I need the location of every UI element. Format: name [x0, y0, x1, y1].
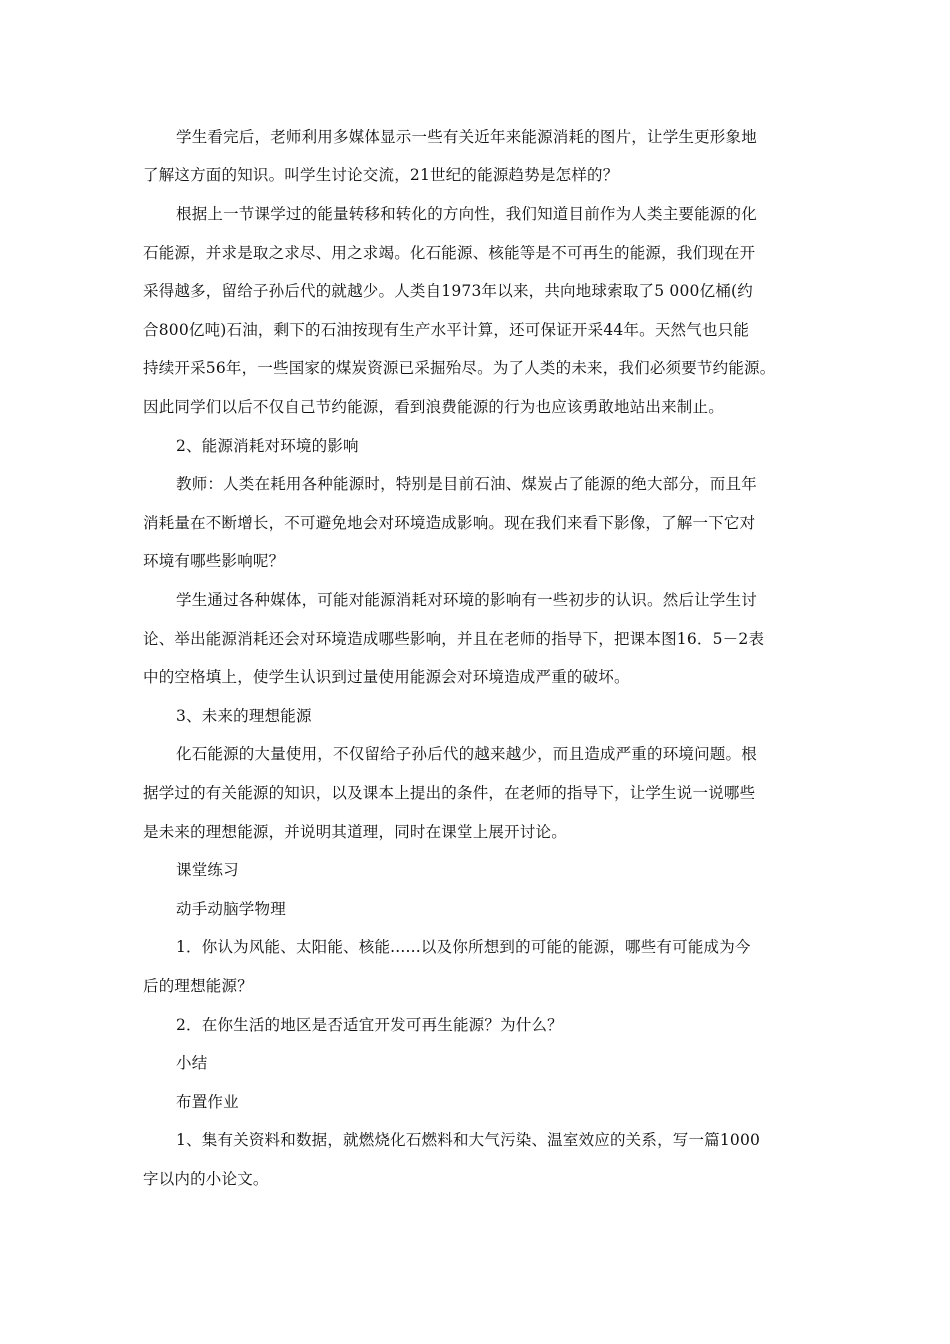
section-heading: 2、能源消耗对环境的影响 [176, 437, 359, 455]
paragraph-line: 因此同学们以后不仅自己节约能源，看到浪费能源的行为也应该勇敢地站出来制止。 [143, 398, 724, 416]
section-heading: 小结 [176, 1054, 208, 1072]
exercise-line: 后的理想能源？ [143, 977, 253, 995]
exercise-line: 2．在你生活的地区是否适宜开发可再生能源？为什么？ [176, 1016, 563, 1034]
paragraph-line: 了解这方面的知识。叫学生讨论交流，21世纪的能源趋势是怎样的？ [143, 166, 619, 184]
paragraph-line: 石能源，并求是取之求尽、用之求竭。化石能源、核能等是不可再生的能源，我们现在开 [143, 244, 756, 262]
paragraph-line: 化石能源的大量使用，不仅留给子孙后代的越来越少，而且造成严重的环境问题。根 [176, 745, 757, 763]
paragraph-line: 消耗量在不断增长，不可避免地会对环境造成影响。现在我们来看下影像，了解一下它对 [143, 514, 756, 532]
paragraph-line: 学生看完后，老师利用多媒体显示一些有关近年来能源消耗的图片，让学生更形象地 [176, 128, 757, 146]
paragraph-line: 学生通过各种媒体，可能对能源消耗对环境的影响有一些初步的认识。然后让学生讨 [176, 591, 757, 609]
section-heading: 布置作业 [176, 1093, 239, 1111]
assignment-line: 字以内的小论文。 [143, 1170, 269, 1188]
exercise-line: 1．你认为风能、太阳能、核能......以及你所想到的可能的能源，哪些有可能成为今 [176, 938, 751, 956]
paragraph-line: 持续开采56年，一些国家的煤炭资源已采掘殆尽。为了人类的未来，我们必须要节约能源。 [143, 359, 776, 377]
paragraph-line: 环境有哪些影响呢？ [143, 552, 285, 570]
paragraph-line: 教师：人类在耗用各种能源时，特别是目前石油、煤炭占了能源的绝大部分，而且年 [176, 475, 757, 493]
paragraph-line: 合800亿吨)石油，剩下的石油按现有生产水平计算，还可保证开采44年。天然气也只能 [143, 321, 750, 339]
paragraph-line: 采得越多，留给子孙后代的就越少。人类自1973年以来，共向地球索取了5 000亿桶(约 [143, 282, 753, 300]
paragraph-line: 论、举出能源消耗还会对环境造成哪些影响，并且在老师的指导下，把课本图16．5－2表 [143, 630, 765, 648]
paragraph-line: 据学过的有关能源的知识，以及课本上提出的条件，在老师的指导下，让学生说一说哪些 [143, 784, 756, 802]
paragraph-line: 中的空格填上，使学生认识到过量使用能源会对环境造成严重的破坏。 [143, 668, 630, 686]
paragraph-line: 是未来的理想能源，并说明其道理，同时在课堂上展开讨论。 [143, 823, 567, 841]
assignment-line: 1、集有关资料和数据，就燃烧化石燃料和大气污染、温室效应的关系，写一篇1000 [176, 1131, 761, 1149]
paragraph-line: 根据上一节课学过的能量转移和转化的方向性，我们知道目前作为人类主要能源的化 [176, 205, 757, 223]
section-heading: 3、未来的理想能源 [176, 707, 312, 725]
section-heading: 课堂练习 [176, 861, 239, 879]
section-heading: 动手动脑学物理 [176, 900, 286, 918]
